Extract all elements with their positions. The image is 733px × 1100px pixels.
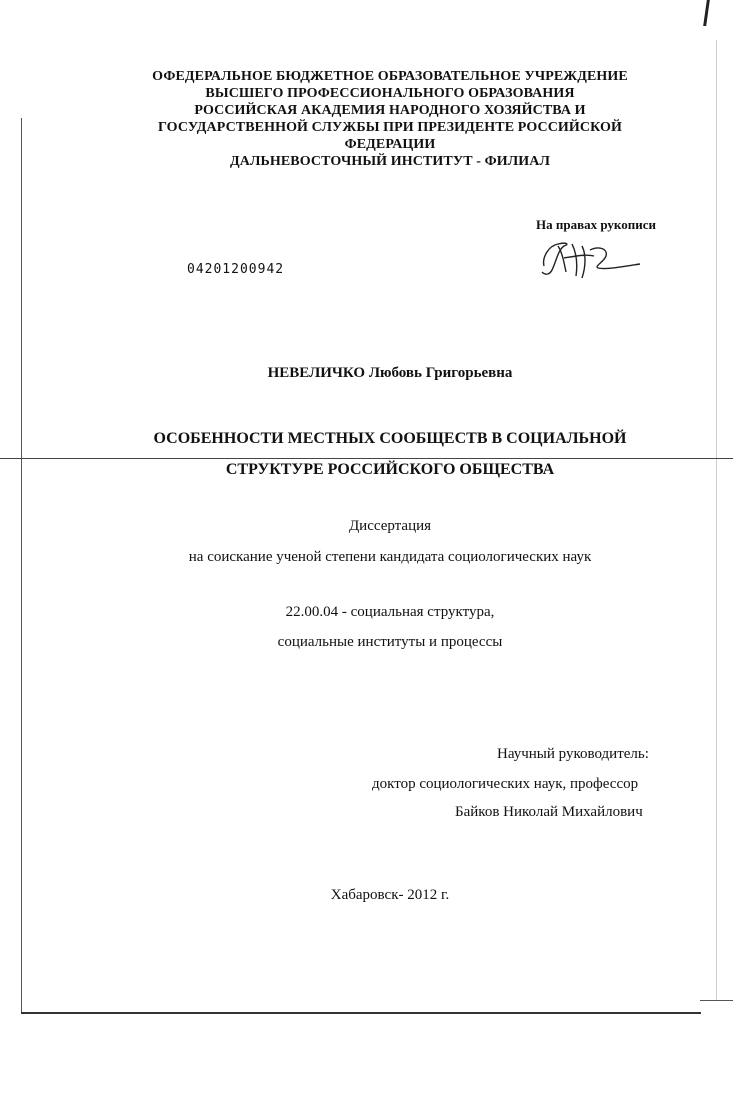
- rights-note: На правах рукописи: [536, 217, 656, 232]
- institution-header: [0, 68, 733, 170]
- degree-statement: на соискание ученой степени кандидата социологических наук: [188, 549, 592, 565]
- supervisor-name: Байков Николай Михайлович: [455, 804, 643, 820]
- header-line: РОССИЙСКАЯ АКАДЕМИЯ НАРОДНОГО ХОЗЯЙСТВА И: [194, 103, 586, 118]
- header-line: ДАЛЬНЕВОСТОЧНЫЙ ИНСТИТУТ - ФИЛИАЛ: [230, 154, 550, 169]
- title-line-2: СТРУКТУРЕ РОССИЙСКОГО ОБЩЕСТВА: [225, 461, 555, 478]
- document-code: 04201200942: [187, 262, 285, 277]
- work-type: Диссертация: [348, 518, 432, 534]
- city-year: Хабаровск- 2012 г.: [330, 887, 450, 903]
- scan-mark-bottom-right: [700, 1000, 733, 1001]
- supervisor-rank: доктор социологических наук, профессор: [372, 776, 639, 792]
- specialty-line-1: 22.00.04 - социальная структура,: [285, 604, 495, 620]
- supervisor-label: Научный руководитель:: [497, 746, 649, 762]
- header-line: ФЕДЕРАЦИИ: [344, 137, 436, 152]
- author-name: НЕВЕЛИЧКО Любовь Григорьевна: [267, 365, 513, 381]
- scan-mark-top-right: [703, 0, 710, 26]
- header-line: ГОСУДАРСТВЕННОЙ СЛУЖБЫ ПРИ ПРЕЗИДЕНТЕ РОССИЙСКОЙ: [158, 120, 622, 135]
- specialty-line-2: социальные институты и процессы: [277, 634, 503, 650]
- scan-margin-line-left: [21, 118, 22, 1014]
- header-line: ВЫСШЕГО ПРОФЕССИОНАЛЬНОГО ОБРАЗОВАНИЯ: [205, 86, 575, 101]
- header-line: ОФЕДЕРАЛЬНОЕ БЮДЖЕТНОЕ ОБРАЗОВАТЕЛЬНОЕ УЧРЕЖДЕНИЕ: [152, 69, 628, 84]
- scan-margin-line-bottom: [21, 1012, 701, 1014]
- scan-artifact-line: [0, 458, 733, 459]
- title-line-1: ОСОБЕННОСТИ МЕСТНЫХ СООБЩЕСТВ В СОЦИАЛЬНОЙ: [153, 430, 627, 447]
- handwritten-signature: [536, 232, 646, 282]
